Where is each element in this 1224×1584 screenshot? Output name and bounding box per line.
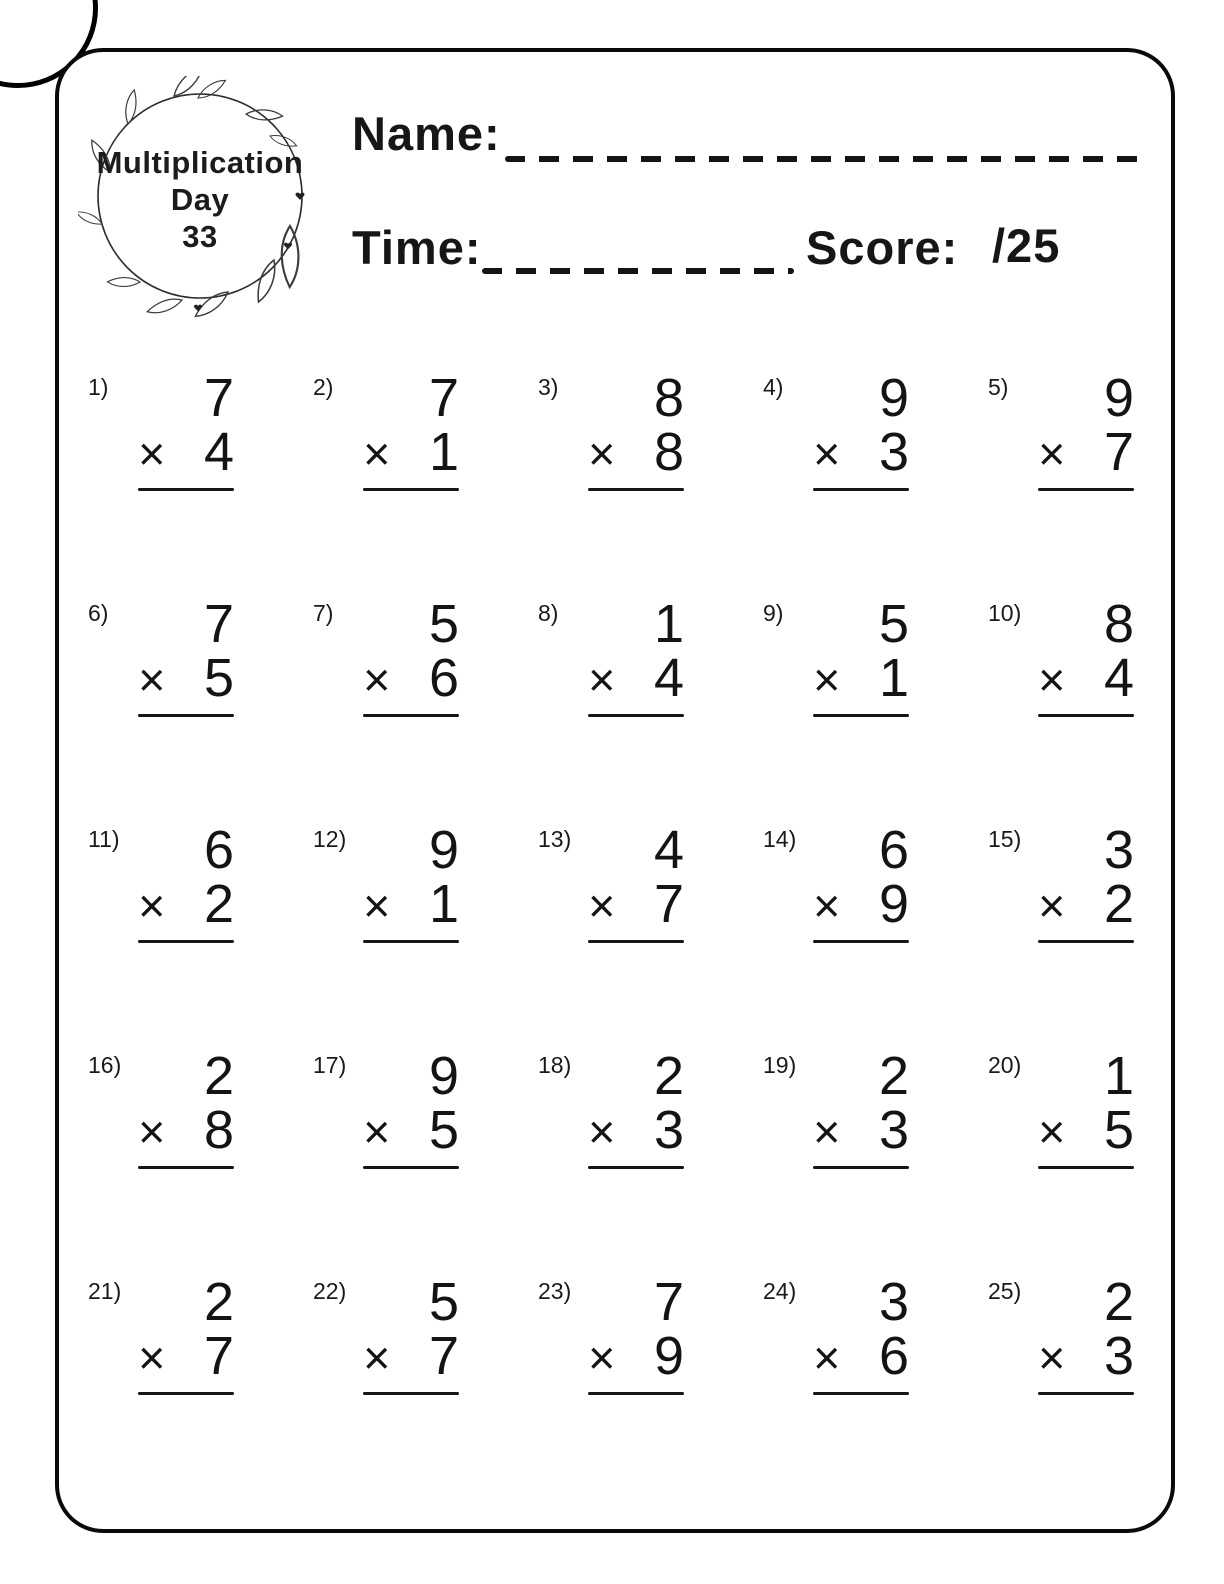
multiply-icon: ×: [588, 1331, 616, 1384]
bottom-operand: 4: [1103, 648, 1134, 708]
problem-number: 1): [88, 374, 109, 400]
problem: [588, 1272, 684, 1395]
problem-number: 8): [538, 600, 559, 626]
bottom-row: [138, 1100, 234, 1160]
problem-cell: [536, 822, 761, 1048]
answer-line: [138, 1392, 234, 1395]
problem: [813, 1272, 909, 1395]
problem-cell: [986, 1274, 1211, 1500]
top-operand: 5: [428, 1272, 459, 1332]
time-label: Time:: [352, 221, 482, 274]
problem-cell: [86, 822, 311, 1048]
problem-number: 19): [763, 1052, 797, 1078]
problem-number: 5): [988, 374, 1009, 400]
problem-cell: [986, 370, 1211, 596]
answer-line: [1038, 714, 1134, 717]
name-label: Name:: [352, 107, 501, 160]
bottom-operand: 1: [428, 422, 459, 482]
bottom-operand: 9: [653, 1326, 684, 1386]
multiply-icon: ×: [588, 427, 616, 480]
bottom-operand: 4: [653, 648, 684, 708]
problem: [363, 820, 459, 943]
top-operand: 2: [878, 1046, 909, 1106]
multiply-icon: ×: [138, 653, 166, 706]
problem: [813, 820, 909, 943]
problems-grid: [86, 370, 1211, 1500]
bottom-row: [363, 422, 459, 482]
logo-line2: Day: [170, 182, 230, 217]
top-operand: 9: [428, 820, 459, 880]
top-operand: 6: [203, 820, 234, 880]
problem-cell: [311, 822, 536, 1048]
answer-line: [588, 488, 684, 491]
problem-cell: [311, 370, 536, 596]
problem-number: 4): [763, 374, 784, 400]
bottom-operand: 3: [878, 422, 909, 482]
score-label: Score:: [806, 221, 959, 274]
answer-line: [138, 1166, 234, 1169]
bottom-row: [813, 1100, 909, 1160]
top-operand: 7: [653, 1272, 684, 1332]
bottom-row: [1038, 1100, 1134, 1160]
top-operand: 2: [1103, 1272, 1134, 1332]
top-operand: 2: [203, 1272, 234, 1332]
answer-line: [363, 714, 459, 717]
bottom-row: [813, 874, 909, 934]
bottom-operand: 3: [878, 1100, 909, 1160]
bottom-row: [588, 1100, 684, 1160]
multiply-icon: ×: [588, 1105, 616, 1158]
problem-cell: [311, 1274, 536, 1500]
answer-line: [1038, 1166, 1134, 1169]
bottom-operand: 6: [428, 648, 459, 708]
top-operand: 6: [878, 820, 909, 880]
top-operand: 5: [428, 594, 459, 654]
problem-number: 15): [988, 826, 1022, 852]
bottom-operand: 5: [1103, 1100, 1134, 1160]
multiply-icon: ×: [138, 427, 166, 480]
bottom-operand: 1: [428, 874, 459, 934]
multiply-icon: ×: [1038, 427, 1066, 480]
bottom-operand: 7: [203, 1326, 234, 1386]
multiply-icon: ×: [363, 1105, 391, 1158]
answer-line: [588, 714, 684, 717]
bottom-row: [588, 648, 684, 708]
problem-cell: [536, 596, 761, 822]
multiply-icon: ×: [588, 879, 616, 932]
problem-number: 23): [538, 1278, 572, 1304]
problem-cell: [536, 1274, 761, 1500]
bottom-row: [363, 874, 459, 934]
problem: [363, 1046, 459, 1169]
bottom-operand: 9: [878, 874, 909, 934]
answer-line: [138, 714, 234, 717]
top-operand: 8: [653, 368, 684, 428]
problem-number: 18): [538, 1052, 572, 1078]
answer-line: [588, 1166, 684, 1169]
bottom-row: [363, 648, 459, 708]
problem-cell: [86, 1274, 311, 1500]
problem: [1038, 1046, 1134, 1169]
answer-line: [1038, 940, 1134, 943]
bottom-operand: 4: [203, 422, 234, 482]
problem-number: 10): [988, 600, 1022, 626]
top-operand: 3: [878, 1272, 909, 1332]
top-operand: 9: [878, 368, 909, 428]
answer-line: [363, 1166, 459, 1169]
multiply-icon: ×: [1038, 879, 1066, 932]
bottom-operand: 3: [653, 1100, 684, 1160]
problem-number: 20): [988, 1052, 1022, 1078]
top-operand: 7: [428, 368, 459, 428]
bottom-operand: 7: [428, 1326, 459, 1386]
bottom-row: [138, 648, 234, 708]
problem: [363, 594, 459, 717]
problem: [138, 368, 234, 491]
multiply-icon: ×: [138, 879, 166, 932]
problem-cell: [536, 1048, 761, 1274]
problem: [588, 594, 684, 717]
top-operand: 7: [203, 368, 234, 428]
bottom-row: [1038, 874, 1134, 934]
problem-number: 11): [88, 826, 120, 852]
logo-text: [78, 144, 322, 255]
bottom-row: [1038, 648, 1134, 708]
multiply-icon: ×: [588, 653, 616, 706]
top-operand: 2: [653, 1046, 684, 1106]
answer-line: [363, 940, 459, 943]
bottom-row: [138, 1326, 234, 1386]
problem-cell: [86, 370, 311, 596]
problem-number: 7): [313, 600, 334, 626]
answer-line: [588, 1392, 684, 1395]
name-write-line: [505, 156, 1139, 162]
problem: [813, 368, 909, 491]
problem: [588, 368, 684, 491]
problem: [813, 594, 909, 717]
top-operand: 1: [1103, 1046, 1134, 1106]
bottom-row: [813, 648, 909, 708]
multiply-icon: ×: [363, 879, 391, 932]
time-write-line: [482, 268, 794, 274]
top-operand: 1: [653, 594, 684, 654]
problem: [1038, 368, 1134, 491]
problem-cell: [986, 1048, 1211, 1274]
problem: [138, 1046, 234, 1169]
bottom-row: [363, 1326, 459, 1386]
bottom-row: [813, 1326, 909, 1386]
problem: [813, 1046, 909, 1169]
problem: [1038, 820, 1134, 943]
problem-number: 3): [538, 374, 559, 400]
bottom-row: [588, 874, 684, 934]
problem-cell: [761, 1274, 986, 1500]
problem-cell: [536, 370, 761, 596]
problem-cell: [986, 822, 1211, 1048]
answer-line: [813, 1166, 909, 1169]
top-operand: 7: [203, 594, 234, 654]
problem-cell: [311, 596, 536, 822]
multiply-icon: ×: [1038, 1331, 1066, 1384]
problem-cell: [86, 1048, 311, 1274]
bottom-operand: 5: [203, 648, 234, 708]
problem: [363, 368, 459, 491]
bottom-row: [138, 874, 234, 934]
answer-line: [138, 940, 234, 943]
bottom-operand: 7: [1103, 422, 1134, 482]
multiply-icon: ×: [813, 653, 841, 706]
problem-number: 12): [313, 826, 347, 852]
multiply-icon: ×: [813, 1331, 841, 1384]
top-operand: 8: [1103, 594, 1134, 654]
multiply-icon: ×: [813, 427, 841, 480]
problem-number: 16): [88, 1052, 122, 1078]
problem-number: 25): [988, 1278, 1022, 1304]
bottom-operand: 7: [653, 874, 684, 934]
answer-line: [363, 1392, 459, 1395]
problem-number: 2): [313, 374, 334, 400]
top-operand: 9: [428, 1046, 459, 1106]
multiply-icon: ×: [813, 1105, 841, 1158]
bottom-operand: 5: [428, 1100, 459, 1160]
answer-line: [1038, 1392, 1134, 1395]
multiply-icon: ×: [138, 1331, 166, 1384]
problem-cell: [761, 370, 986, 596]
problem-cell: [986, 596, 1211, 822]
answer-line: [138, 488, 234, 491]
multiply-icon: ×: [363, 1331, 391, 1384]
multiply-icon: ×: [813, 879, 841, 932]
problem-cell: [311, 1048, 536, 1274]
problem: [588, 1046, 684, 1169]
problem: [1038, 1272, 1134, 1395]
answer-line: [588, 940, 684, 943]
multiply-icon: ×: [1038, 653, 1066, 706]
problem-number: 22): [313, 1278, 347, 1304]
bottom-row: [138, 422, 234, 482]
problem-number: 6): [88, 600, 109, 626]
top-operand: 9: [1103, 368, 1134, 428]
bottom-operand: 1: [878, 648, 909, 708]
answer-line: [813, 714, 909, 717]
bottom-operand: 8: [203, 1100, 234, 1160]
bottom-row: [588, 422, 684, 482]
answer-line: [363, 488, 459, 491]
problem-number: 9): [763, 600, 784, 626]
problem: [363, 1272, 459, 1395]
multiply-icon: ×: [138, 1105, 166, 1158]
top-operand: 4: [653, 820, 684, 880]
problem: [138, 820, 234, 943]
problem: [588, 820, 684, 943]
multiply-icon: ×: [1038, 1105, 1066, 1158]
bottom-row: [363, 1100, 459, 1160]
problem-number: 13): [538, 826, 572, 852]
top-operand: 5: [878, 594, 909, 654]
bottom-operand: 2: [1103, 874, 1134, 934]
multiply-icon: ×: [363, 427, 391, 480]
bottom-operand: 2: [203, 874, 234, 934]
logo-line1: Multiplication: [96, 145, 304, 180]
answer-line: [813, 940, 909, 943]
multiply-icon: ×: [363, 653, 391, 706]
problem-number: 24): [763, 1278, 797, 1304]
bottom-operand: 3: [1103, 1326, 1134, 1386]
problem-cell: [761, 596, 986, 822]
bottom-row: [1038, 1326, 1134, 1386]
bottom-operand: 8: [653, 422, 684, 482]
wreath-logo: [78, 76, 322, 320]
score-value: /25: [992, 219, 1061, 272]
problem-cell: [761, 1048, 986, 1274]
problem-number: 21): [88, 1278, 122, 1304]
problem-cell: [761, 822, 986, 1048]
problem: [138, 1272, 234, 1395]
answer-line: [813, 1392, 909, 1395]
problem: [138, 594, 234, 717]
problem: [1038, 594, 1134, 717]
problem-number: 17): [313, 1052, 347, 1078]
answer-line: [813, 488, 909, 491]
answer-line: [1038, 488, 1134, 491]
problem-number: 14): [763, 826, 797, 852]
logo-line3: 33: [182, 219, 218, 254]
bottom-row: [1038, 422, 1134, 482]
top-operand: 3: [1103, 820, 1134, 880]
bottom-row: [813, 422, 909, 482]
top-operand: 2: [203, 1046, 234, 1106]
problem-cell: [86, 596, 311, 822]
bottom-operand: 6: [878, 1326, 909, 1386]
bottom-row: [588, 1326, 684, 1386]
